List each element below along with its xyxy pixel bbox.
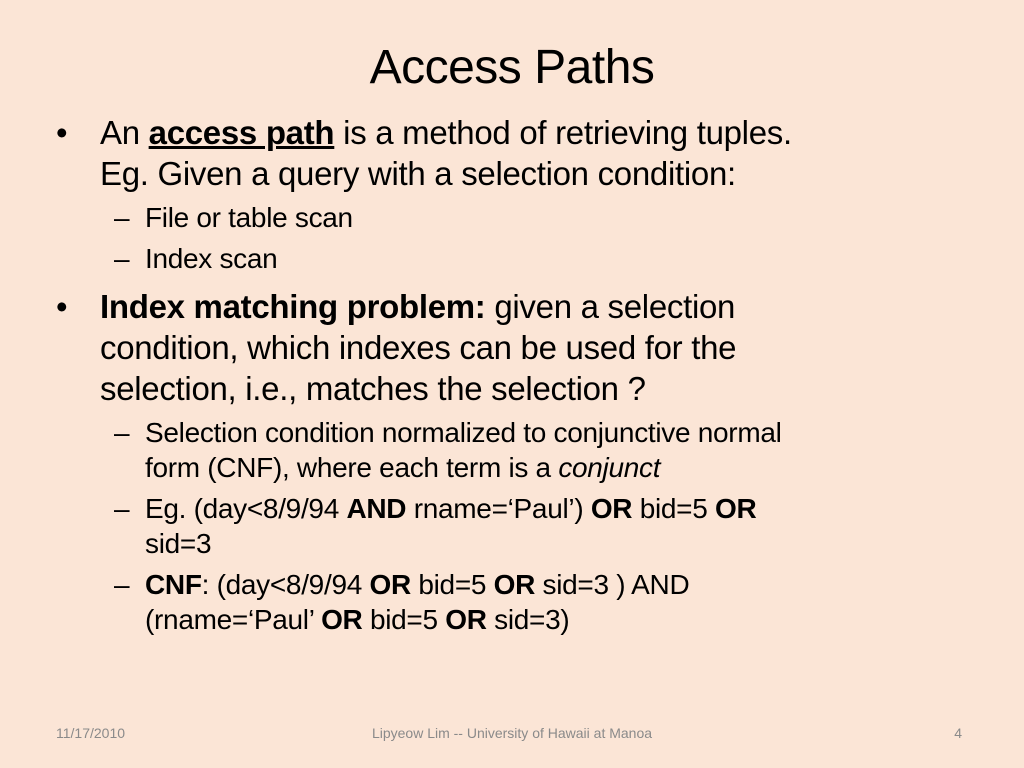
bullet-text-2: condition, which indexes can be used for the bbox=[100, 329, 737, 366]
cnf-keyword-or: OR bbox=[493, 569, 536, 600]
footer-date: 11/17/2010 bbox=[56, 725, 126, 741]
bullet-marker: • bbox=[56, 114, 68, 151]
dash-marker: – bbox=[114, 243, 130, 274]
cnf-text-d: (rname=‘Paul’ bbox=[145, 604, 322, 635]
eg-keyword-or: OR bbox=[714, 493, 757, 524]
cnf-text-e: bid=5 bbox=[362, 604, 446, 635]
cnf-keyword-or: OR bbox=[321, 604, 363, 635]
cnf-text-b: bid=5 bbox=[410, 569, 494, 600]
bullet-index-matching bbox=[56, 286, 976, 409]
dash-marker: – bbox=[114, 569, 130, 600]
bullet-access-path bbox=[56, 112, 976, 194]
footer-author: Lipyeow Lim -- University of Hawaii at Manoa bbox=[371, 725, 653, 741]
sub-item-text: File or table scan bbox=[145, 202, 353, 233]
sub-item-cnf-expression bbox=[56, 567, 976, 637]
sub-item-text: Index scan bbox=[145, 243, 278, 274]
access-path-term: access path bbox=[148, 114, 335, 151]
conjunct-term: conjunct bbox=[558, 452, 661, 483]
bullet-marker: • bbox=[56, 288, 68, 325]
dash-marker: – bbox=[114, 493, 130, 524]
sub-item-file-scan bbox=[56, 200, 976, 235]
dash-marker: – bbox=[114, 202, 130, 233]
bullet-text-1: given a selection bbox=[485, 288, 736, 325]
bullet-text-line2: Eg. Given a query with a selection condition: bbox=[100, 155, 736, 192]
cnf-text-a: : (day<8/9/94 bbox=[201, 569, 370, 600]
eg-keyword-and: AND bbox=[346, 493, 407, 524]
cnf-line-2: form (CNF), where each term is a bbox=[145, 452, 559, 483]
eg-keyword-or: OR bbox=[590, 493, 633, 524]
bullet-text-rest: is a method of retrieving tuples. bbox=[334, 114, 792, 151]
slide-content bbox=[56, 112, 976, 637]
sub-item-example bbox=[56, 491, 976, 561]
bullet-text-3: selection, i.e., matches the selection ? bbox=[100, 370, 646, 407]
eg-text-a: Eg. (day<8/9/94 bbox=[145, 493, 347, 524]
sub-item-cnf-normalized bbox=[56, 415, 976, 485]
cnf-keyword-or: OR bbox=[445, 604, 487, 635]
cnf-line-1: Selection condition normalized to conjunctive normal bbox=[145, 417, 782, 448]
dash-marker: – bbox=[114, 417, 130, 448]
cnf-text-f: sid=3) bbox=[486, 604, 570, 635]
cnf-text-c: sid=3 ) AND bbox=[535, 569, 690, 600]
cnf-keyword-or: OR bbox=[369, 569, 411, 600]
slide-title: Access Paths bbox=[369, 41, 655, 94]
bullet-text-prefix: An bbox=[100, 114, 149, 151]
sub-item-index-scan bbox=[56, 241, 976, 276]
footer-page-number: 4 bbox=[954, 725, 962, 741]
index-matching-term: Index matching problem: bbox=[100, 288, 486, 325]
eg-text-line2: sid=3 bbox=[145, 528, 212, 559]
cnf-label: CNF bbox=[145, 569, 202, 600]
eg-text-b: rname=‘Paul’) bbox=[406, 493, 591, 524]
eg-text-c: bid=5 bbox=[632, 493, 715, 524]
